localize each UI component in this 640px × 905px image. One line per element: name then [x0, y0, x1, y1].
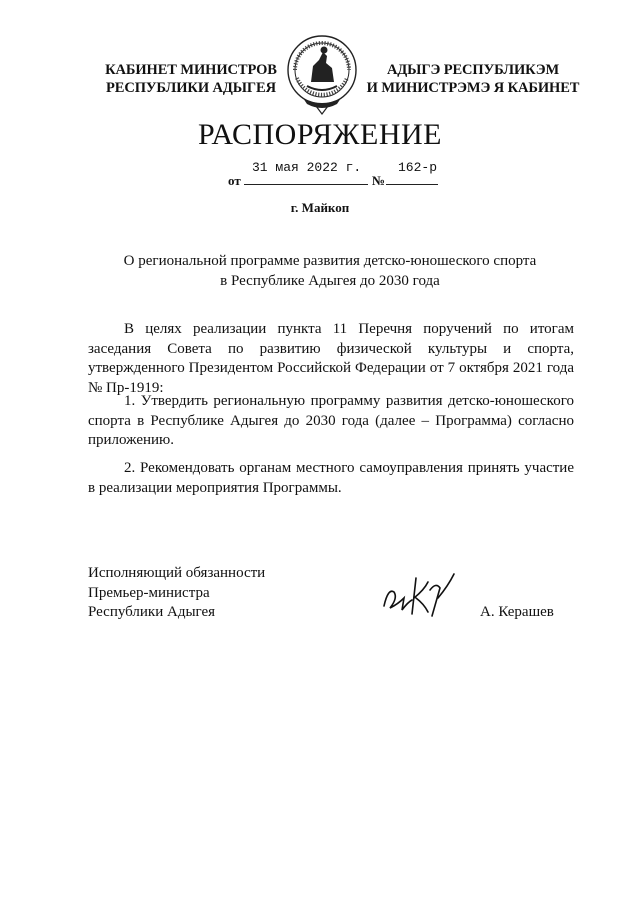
- header-right-line1: АДЫГЭ РЕСПУБЛИКЭМ: [386, 62, 560, 78]
- date-value: 31 мая 2022 г.: [252, 160, 362, 175]
- paragraph-item-2-text: 2. Рекомендовать органам местного самоуправления принять участие в реализации мероприятия Программы.: [88, 460, 574, 496]
- document-title: РАСПОРЯЖЕНИЕ: [197, 118, 443, 151]
- header-left-line1: КАБИНЕТ МИНИСТРОВ: [105, 62, 277, 78]
- signatory-title-line-2: Премьер-министра: [88, 585, 210, 601]
- header-left: [96, 61, 286, 97]
- number-value: 162-р: [398, 160, 438, 175]
- header-right-line2: И МИНИСТРЭМЭ Я КАБИНЕТ: [366, 80, 580, 96]
- header-right: [366, 61, 580, 97]
- paragraph-item-1-text: 1. Утвердить региональную программу развития детско-юношеского спорта в Республике Адыгея до 2030 года (далее – Программа) согласно приложению.: [88, 393, 574, 448]
- republic-coat-of-arms-icon: [283, 30, 361, 116]
- handwritten-signature: [378, 568, 458, 620]
- signer-name: А. Керашев: [480, 604, 554, 620]
- subject-line-2: в Республике Адыгея до 2030 года: [220, 273, 440, 289]
- signatory-title-line-3: Республики Адыгея: [88, 604, 216, 620]
- header-left-line2: РЕСПУБЛИКИ АДЫГЕЯ: [106, 80, 276, 96]
- signatory-title-line-1: Исполняющий обязанности: [88, 565, 266, 581]
- paragraph-item-2: [88, 459, 574, 498]
- date-underline: [244, 178, 368, 185]
- number-prefix: №: [372, 173, 386, 188]
- date-prefix: от: [228, 173, 241, 188]
- paragraph-item-1: [88, 392, 574, 451]
- number-underline: [386, 178, 438, 185]
- paragraph-preamble-text: В целях реализации пункта 11 Перечня поручений по итогам заседания Совета по развитию физической культуры и спорта, утвержденного Президентом Российской Федерации от 7 октября 2021 года № Пр-1919:: [88, 321, 574, 396]
- subject-line-1: О региональной программе развития детско-юношеского спорта: [123, 253, 537, 269]
- paragraph-preamble: [88, 320, 574, 398]
- city: г. Майкоп: [290, 200, 350, 215]
